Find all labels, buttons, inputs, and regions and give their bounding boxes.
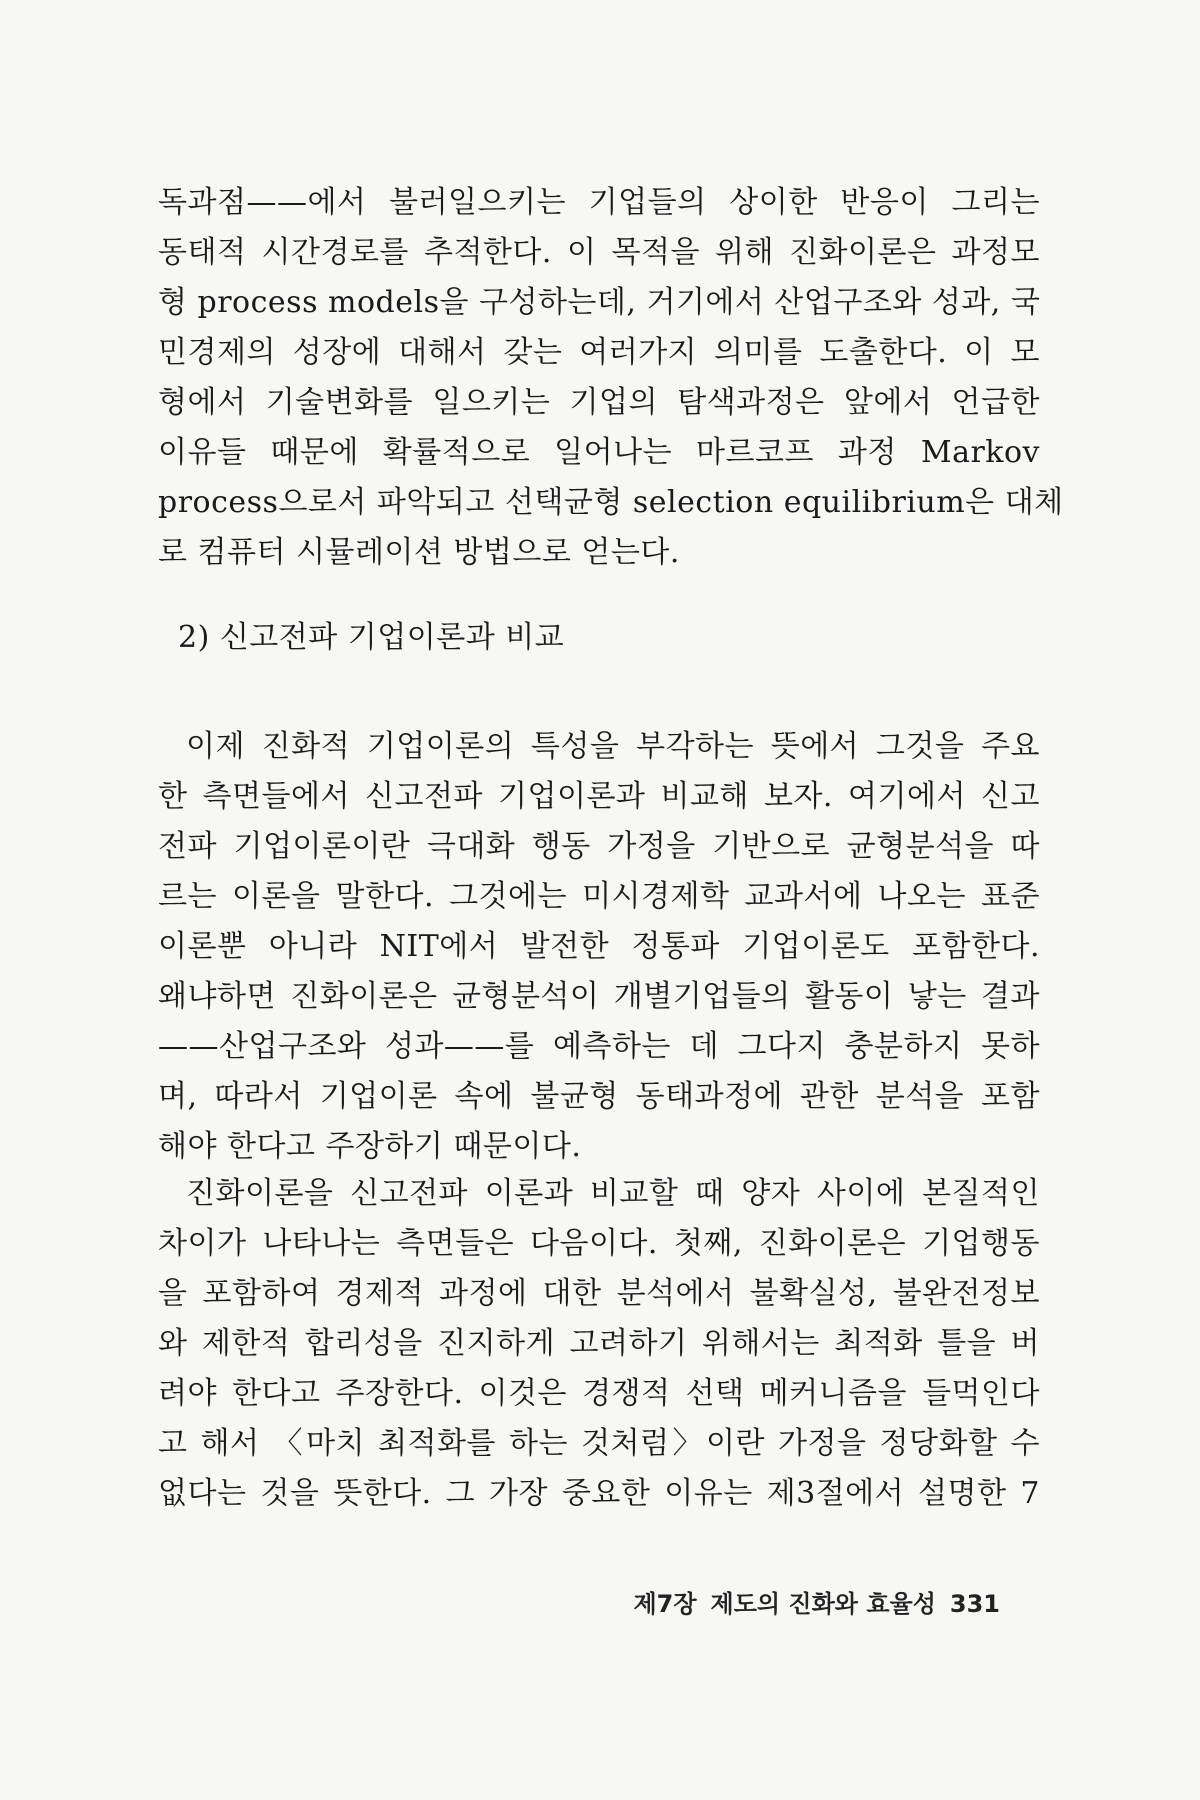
section-heading: 2) 신고전파 기업이론과 비교 [178, 620, 565, 655]
text-line: 이제 진화적 기업이론의 특성을 부각하는 뜻에서 그것을 주요 [186, 729, 1040, 764]
text-line: 르는 이론을 말한다. 그것에는 미시경제학 교과서에 나오는 표준 [158, 879, 1040, 914]
text-line: 려야 한다고 주장한다. 이것은 경쟁적 선택 메커니즘을 들먹인다 [158, 1376, 1040, 1411]
text-line: 독과점——에서 불러일으키는 기업들의 상이한 반응이 그리는 [158, 185, 1040, 220]
text-line: 차이가 나타나는 측면들은 다음이다. 첫째, 진화이론은 기업행동 [158, 1226, 1040, 1261]
text-line: 전파 기업이론이란 극대화 행동 가정을 기반으로 균형분석을 따 [158, 829, 1040, 864]
page-number: 331 [949, 1590, 1000, 1618]
text-line: 왜냐하면 진화이론은 균형분석이 개별기업들의 활동이 낳는 결과 [158, 979, 1040, 1014]
footer-title: 제도의 진화와 효율성 [710, 1590, 936, 1618]
text-line: process으로서 파악되고 선택균형 selection equilibrium은 대체 [158, 485, 1064, 520]
text-line: 민경제의 성장에 대해서 갖는 여러가지 의미를 도출한다. 이 모 [158, 335, 1040, 370]
text-line: 형 process models을 구성하는데, 거기에서 산업구조와 성과, 국 [158, 285, 1041, 320]
paragraph-1 [158, 178, 1064, 578]
text-line: 동태적 시간경로를 추적한다. 이 목적을 위해 진화이론은 과정모 [158, 235, 1040, 270]
footer-chapter: 제7장 [633, 1590, 697, 1618]
text-line: 고 해서 〈마치 최적화를 하는 것처럼〉이란 가정을 정당화할 수 [158, 1426, 1040, 1461]
text-line: ——산업구조와 성과——를 예측하는 데 그다지 충분하지 못하 [158, 1029, 1040, 1064]
text-line: 며, 따라서 기업이론 속에 불균형 동태과정에 관한 분석을 포함 [158, 1079, 1040, 1114]
text-line: 해야 한다고 주장하기 때문이다. [158, 1129, 582, 1164]
text-line: 을 포함하여 경제적 과정에 대한 분석에서 불확실성, 불완전정보 [158, 1276, 1040, 1311]
text-line: 형에서 기술변화를 일으키는 기업의 탐색과정은 앞에서 언급한 [158, 385, 1040, 420]
text-line: 이론뿐 아니라 NIT에서 발전한 정통파 기업이론도 포함한다. [158, 929, 1040, 964]
paragraph-2 [158, 722, 1040, 1172]
text-line: 로 컴퓨터 시뮬레이션 방법으로 얻는다. [158, 535, 680, 570]
running-footer [600, 1586, 1000, 1622]
paragraph-3 [158, 1169, 1040, 1519]
text-line: 이유들 때문에 확률적으로 일어나는 마르코프 과정 Markov [158, 435, 1040, 470]
text-line: 한 측면들에서 신고전파 기업이론과 비교해 보자. 여기에서 신고 [158, 779, 1040, 814]
text-line: 없다는 것을 뜻한다. 그 가장 중요한 이유는 제3절에서 설명한 7 [158, 1476, 1040, 1511]
text-line: 진화이론을 신고전파 이론과 비교할 때 양자 사이에 본질적인 [186, 1176, 1040, 1211]
text-line: 와 제한적 합리성을 진지하게 고려하기 위해서는 최적화 틀을 버 [158, 1326, 1040, 1361]
